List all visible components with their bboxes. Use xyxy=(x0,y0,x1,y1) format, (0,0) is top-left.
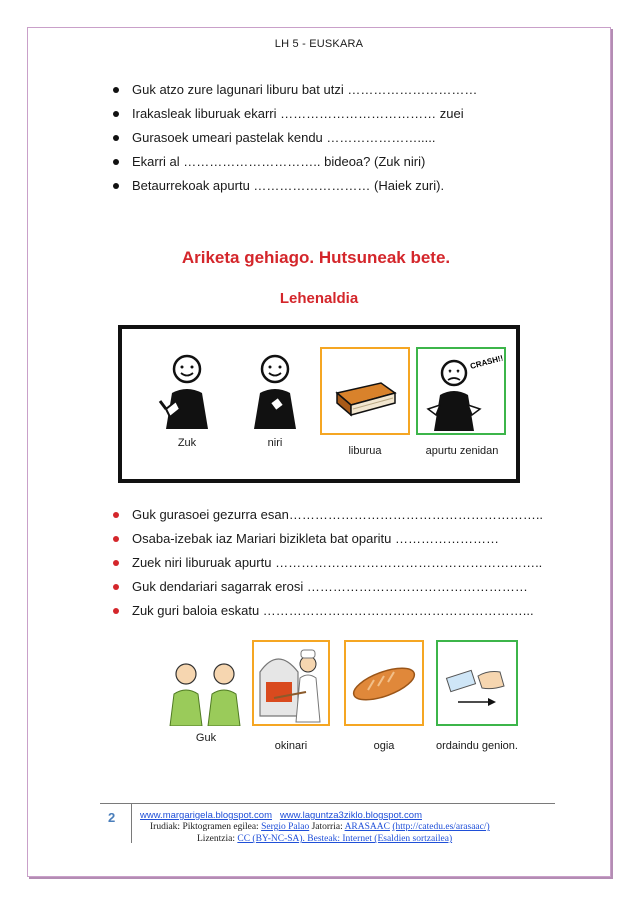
list-item: Irakasleak liburuak ekarri ……………………………… zuei xyxy=(108,102,477,126)
baker-icon xyxy=(254,642,328,724)
pictogram-strip-1 xyxy=(118,325,520,483)
pictogram-label: Zuk xyxy=(177,437,197,449)
list-item: Osaba-izebak iaz Mariari bizikleta bat oparitu …………………… xyxy=(108,527,543,551)
section-title: Ariketa gehiago. Hutsuneak bete. xyxy=(181,248,451,267)
pictogram-label: Guk xyxy=(195,732,217,744)
list-item: Guk gurasoei gezurra esan………………………………………………….. xyxy=(108,503,543,527)
pictogram-ogia xyxy=(344,640,424,726)
footer-vertical-divider xyxy=(131,803,132,843)
pictogram-ordaindu xyxy=(436,640,518,726)
bullet-icon xyxy=(113,584,119,590)
bullet-icon xyxy=(113,536,119,542)
footer-credits: Irudiak: Piktogramen egilea: Sergio Palao Jatorria: ARASAAC (http://catedu.es/arasaac/) xyxy=(150,822,490,832)
exercise-list-top xyxy=(108,78,477,198)
list-item: Guk dendariari sagarrak erosi …………………………………………… xyxy=(108,575,543,599)
list-item: Ekarri al ………………………….. bideoa? (Zuk niri) xyxy=(108,150,477,174)
pictogram-label: okinari xyxy=(274,740,308,752)
footer-divider xyxy=(100,803,555,804)
pictogram-label: ordaindu genion. xyxy=(436,740,518,752)
bullet-icon xyxy=(113,560,119,566)
pictogram-guk xyxy=(162,650,250,744)
list-item: Zuek niri liburuak apurtu …………………………………………………….. xyxy=(108,551,543,575)
pictogram-liburua xyxy=(320,347,410,435)
bullet-icon xyxy=(113,111,119,117)
pictogram-label: niri xyxy=(267,437,283,449)
bullet-icon xyxy=(113,159,119,165)
pictogram-label: liburua xyxy=(348,445,382,457)
bullet-icon xyxy=(113,135,119,141)
page-header: LH 5 - EUSKARA xyxy=(274,38,364,50)
section-subtitle: Lehenaldia xyxy=(279,290,359,307)
bullet-icon xyxy=(113,87,119,93)
two-people-icon xyxy=(162,650,250,726)
author-link[interactable]: Sergio Palao xyxy=(261,822,310,832)
list-item: Guk atzo zure lagunari liburu bat utzi ………………………… xyxy=(108,78,477,102)
pictogram-label: apurtu zenidan xyxy=(425,445,499,457)
pictogram-label: ogia xyxy=(373,740,395,752)
bullet-icon xyxy=(113,608,119,614)
list-item: Betaurrekoak apurtu ……………………… (Haiek zuri). xyxy=(108,174,477,198)
pictogram-niri xyxy=(230,351,320,449)
broken-object-icon xyxy=(418,349,504,433)
exercise-list-bottom xyxy=(108,503,543,623)
footer-links xyxy=(140,810,422,821)
book-icon xyxy=(323,349,407,433)
blog-link-2[interactable]: www.laguntza3ziklo.blogspot.com xyxy=(279,810,422,821)
list-item: Zuk guri baloia eskatu ……………………………………………………... xyxy=(108,599,543,623)
person-pointing-icon xyxy=(152,351,222,431)
source-url-link[interactable]: (http://catedu.es/arasaac/) xyxy=(392,822,490,832)
page-number: 2 xyxy=(108,810,116,825)
bullet-icon xyxy=(113,512,119,518)
pictogram-okinari xyxy=(252,640,330,726)
person-self-icon xyxy=(240,351,310,431)
pictogram-apurtu xyxy=(416,347,506,435)
pictogram-zuk xyxy=(142,351,232,449)
bread-icon xyxy=(346,642,422,724)
pictogram-strip-2 xyxy=(162,640,532,770)
source-link[interactable]: ARASAAC xyxy=(344,822,390,832)
footer-license: Lizentzia: CC (BY-NC-SA). Besteak: Internet (Esaldien sortzailea) xyxy=(197,834,453,844)
blog-link-1[interactable]: www.margarigela.blogspot.com xyxy=(140,810,273,821)
bullet-icon xyxy=(113,183,119,189)
crash-text: CRASH!! xyxy=(469,353,504,371)
list-item: Gurasoek umeari pastelak kendu …………………..... xyxy=(108,126,477,150)
license-link[interactable]: CC (BY-NC-SA). Besteak: Internet (Esaldien sortzailea) xyxy=(237,834,453,844)
paying-icon xyxy=(438,642,516,724)
